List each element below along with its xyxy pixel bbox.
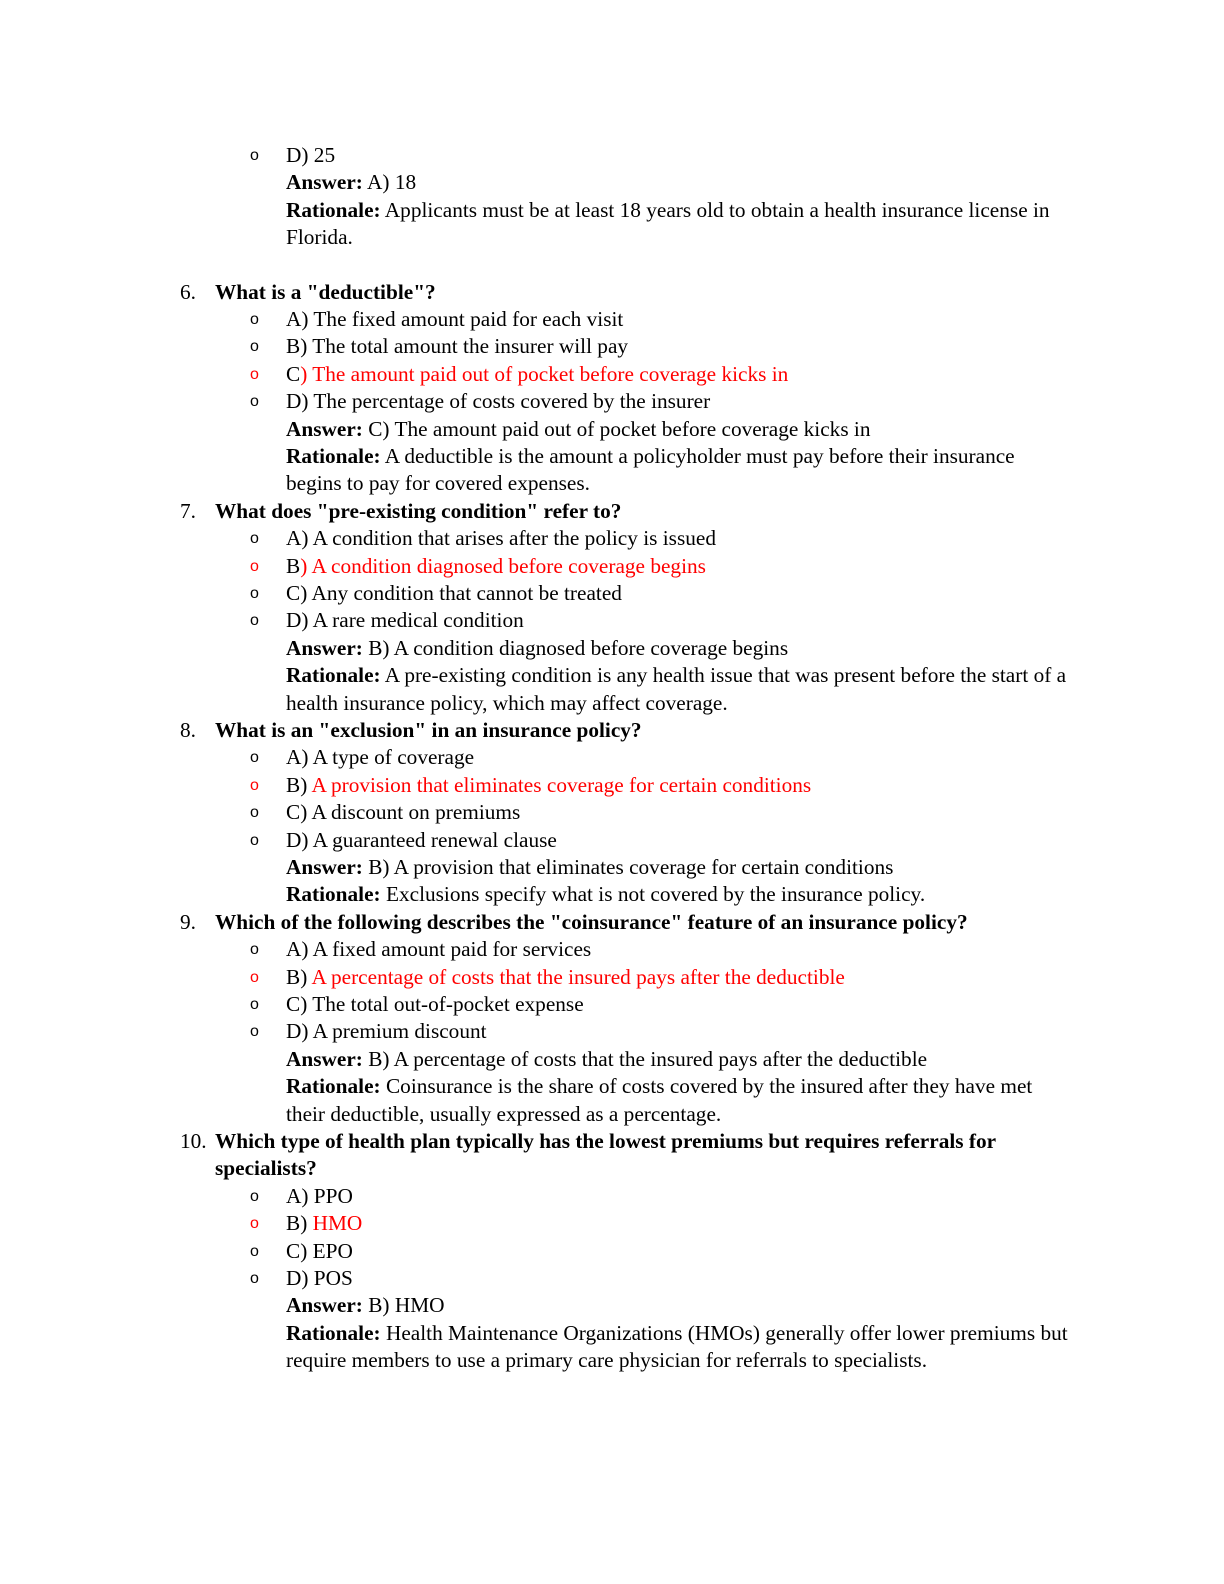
bullet-icon: o	[250, 1187, 259, 1205]
option-line	[0, 936, 1224, 963]
answer-label: Answer:	[286, 854, 363, 879]
rationale-label: Rationale:	[286, 1074, 381, 1099]
answer-line	[0, 1292, 1224, 1319]
option-line	[0, 361, 1224, 388]
option-text	[286, 1265, 353, 1292]
option-letter: C)	[286, 991, 308, 1016]
bullet-icon: o	[250, 804, 259, 822]
bullet-icon: o	[250, 1023, 259, 1041]
option-label: A premium discount	[308, 1019, 487, 1044]
answer-line	[0, 416, 1224, 443]
rationale-text: Applicants must be at least 18 years old to obtain a health insurance license in Florida.	[286, 197, 1050, 250]
question-text: What does "pre-existing condition" refer to?	[215, 498, 622, 523]
question-number: 10.	[180, 1128, 207, 1153]
question-number: 6.	[180, 279, 196, 304]
question-text: Which of the following describes the "coinsurance" feature of an insurance policy?	[215, 909, 968, 934]
option-letter: D)	[286, 608, 309, 633]
option-letter: D)	[286, 1265, 309, 1290]
answer-value: B) A provision that eliminates coverage for certain conditions	[362, 854, 894, 879]
rationale-text: Coinsurance is the share of costs covered by the insured after they have met their deductible, usually expressed as a percentage.	[286, 1074, 1033, 1126]
question-text: Which type of health plan typically has the lowest premiums but requires referrals for specialists?	[215, 1128, 996, 1181]
rationale-line	[0, 662, 1224, 717]
question-block	[0, 717, 1224, 909]
question-text: What is an "exclusion" in an insurance policy?	[215, 717, 642, 742]
bullet-icon: o	[250, 776, 259, 794]
option-text	[286, 306, 623, 333]
option-letter: A)	[286, 526, 309, 551]
option-text	[286, 388, 710, 415]
option-label: EPO	[307, 1238, 353, 1263]
answer-line	[0, 1046, 1224, 1073]
option-text	[286, 1210, 362, 1237]
question-heading	[0, 498, 1224, 525]
option-line	[0, 142, 1224, 169]
option-line	[0, 306, 1224, 333]
answer-label: Answer:	[286, 1293, 363, 1318]
option-label: PPO	[308, 1183, 353, 1208]
option-text	[286, 1238, 353, 1265]
option-text	[286, 333, 628, 360]
bullet-icon: o	[250, 338, 259, 356]
rationale-label: Rationale:	[286, 1320, 381, 1345]
option-letter: C)	[286, 580, 308, 605]
option-text	[286, 1018, 487, 1045]
rationale-label: Rationale:	[286, 443, 381, 468]
option-letter: A)	[286, 1183, 309, 1208]
option-label: A type of coverage	[308, 745, 475, 770]
option-label: The fixed amount paid for each visit	[308, 307, 624, 332]
option-letter: C)	[286, 800, 308, 825]
question-block	[0, 279, 1224, 498]
option-label: A condition that arises after the policy is issued	[308, 526, 717, 551]
rationale-label: Rationale:	[286, 663, 381, 688]
option-line	[0, 333, 1224, 360]
option-text	[286, 772, 811, 799]
correct-option-text: HMO	[307, 1211, 363, 1236]
option-letter: B)	[286, 334, 308, 359]
answer-label: Answer:	[286, 1046, 363, 1071]
rationale-line	[0, 197, 1224, 252]
option-line	[0, 964, 1224, 991]
option-text	[286, 607, 524, 634]
option-line	[0, 607, 1224, 634]
bullet-icon: o	[250, 1242, 259, 1260]
answer-value: B) A percentage of costs that the insured pays after the deductible	[362, 1046, 928, 1071]
rationale-line	[0, 443, 1224, 498]
bullet-icon: o	[250, 968, 259, 986]
option-letter: B)	[286, 1211, 308, 1236]
question-block	[0, 498, 1224, 717]
question-heading	[0, 909, 1224, 936]
answer-label: Answer:	[286, 635, 363, 660]
rationale-text: Health Maintenance Organizations (HMOs) generally offer lower premiums but require members to use a primary care physician for referrals to specialists.	[286, 1320, 1068, 1373]
bullet-icon: o	[250, 584, 259, 602]
rationale-line	[0, 881, 1224, 908]
answer-value: A) 18	[362, 170, 417, 195]
correct-option-text: A percentage of costs that the insured pays after the deductible	[307, 964, 845, 989]
option-text	[286, 827, 557, 854]
option-text: D) 25	[286, 143, 336, 167]
option-text	[286, 361, 788, 388]
answer-line	[0, 854, 1224, 881]
rationale-text: A pre-existing condition is any health issue that was present before the start of a health insurance policy, which may affect coverage.	[286, 663, 1067, 715]
option-line	[0, 580, 1224, 607]
option-letter: A)	[286, 307, 309, 332]
option-label: A discount on premiums	[307, 800, 521, 825]
rationale-line	[0, 1320, 1224, 1375]
option-label: The total out-of-pocket expense	[307, 991, 584, 1016]
option-label: A guaranteed renewal clause	[308, 827, 557, 852]
rationale-label: Rationale:	[286, 197, 381, 222]
answer-value: B) A condition diagnosed before coverage begins	[362, 635, 789, 660]
question-5-tail	[0, 142, 1224, 252]
correct-option-text: A provision that eliminates coverage for certain conditions	[307, 772, 812, 797]
option-letter: A)	[286, 745, 309, 770]
bullet-icon: o	[250, 612, 259, 630]
option-letter: B)	[286, 964, 308, 989]
answer-label: Answer:	[286, 170, 363, 195]
answer-line	[0, 169, 1224, 196]
question-number: 9.	[180, 909, 196, 934]
option-line	[0, 744, 1224, 771]
option-text	[286, 964, 845, 991]
option-line	[0, 1210, 1224, 1237]
option-letter: B)	[286, 772, 308, 797]
option-line	[0, 799, 1224, 826]
option-label: POS	[308, 1265, 353, 1290]
bullet-icon: o	[250, 1215, 259, 1233]
option-line	[0, 1183, 1224, 1210]
question-heading	[0, 1128, 1224, 1183]
bullet-icon: o	[250, 311, 259, 329]
option-text	[286, 580, 622, 607]
question-number: 7.	[180, 498, 196, 523]
option-label: The total amount the insurer will pay	[307, 334, 629, 359]
option-text	[286, 1183, 353, 1210]
bullet-icon: o	[250, 749, 259, 767]
bullet-icon: o	[250, 1269, 259, 1287]
option-line	[0, 1018, 1224, 1045]
question-heading	[0, 279, 1224, 306]
option-text	[286, 936, 591, 963]
answer-label: Answer:	[286, 416, 363, 441]
bullet-icon: o	[250, 557, 259, 575]
question-text: What is a "deductible"?	[215, 279, 436, 304]
option-letter: C	[286, 361, 301, 386]
rationale-text: A deductible is the amount a policyholder must pay before their insurance begins to pay for covered expenses.	[286, 443, 1015, 496]
bullet-icon: o	[250, 941, 259, 959]
option-text	[286, 553, 706, 580]
option-label: A rare medical condition	[308, 608, 524, 633]
option-line	[0, 388, 1224, 415]
option-letter: D)	[286, 1019, 309, 1044]
option-text	[286, 744, 474, 771]
option-line	[0, 1238, 1224, 1265]
bullet-icon: o	[250, 365, 259, 383]
question-block	[0, 1128, 1224, 1375]
correct-option-text: ) A condition diagnosed before coverage begins	[300, 553, 706, 578]
option-text	[286, 525, 716, 552]
option-letter: C)	[286, 1238, 308, 1263]
question-block	[0, 909, 1224, 1128]
option-line	[0, 525, 1224, 552]
option-letter: B	[286, 553, 301, 578]
bullet-icon: o	[250, 831, 259, 849]
option-letter: D)	[286, 827, 309, 852]
option-letter: A)	[286, 937, 309, 962]
question-heading	[0, 717, 1224, 744]
rationale-line	[0, 1073, 1224, 1128]
bullet-icon: o	[250, 530, 259, 548]
rationale-label: Rationale:	[286, 882, 381, 907]
option-line	[0, 772, 1224, 799]
rationale-text: Exclusions specify what is not covered by the insurance policy.	[380, 882, 926, 907]
answer-value: C) The amount paid out of pocket before coverage kicks in	[362, 416, 871, 441]
option-text	[286, 991, 584, 1018]
question-number: 8.	[180, 717, 196, 742]
bullet-icon: o	[250, 393, 259, 411]
option-label: A fixed amount paid for services	[308, 937, 592, 962]
option-label: Any condition that cannot be treated	[307, 580, 622, 605]
bullet-icon: o	[250, 995, 259, 1013]
answer-value: B) HMO	[362, 1293, 445, 1318]
option-line	[0, 991, 1224, 1018]
correct-option-text: ) The amount paid out of pocket before coverage kicks in	[300, 361, 789, 386]
question-list	[0, 279, 1224, 1375]
option-line	[0, 827, 1224, 854]
bullet-icon: o	[250, 147, 259, 164]
document-page	[0, 142, 1224, 1375]
option-line	[0, 553, 1224, 580]
option-line	[0, 1265, 1224, 1292]
answer-line	[0, 635, 1224, 662]
option-letter: D)	[286, 389, 309, 414]
option-text	[286, 799, 520, 826]
option-label: The percentage of costs covered by the insurer	[308, 389, 711, 414]
